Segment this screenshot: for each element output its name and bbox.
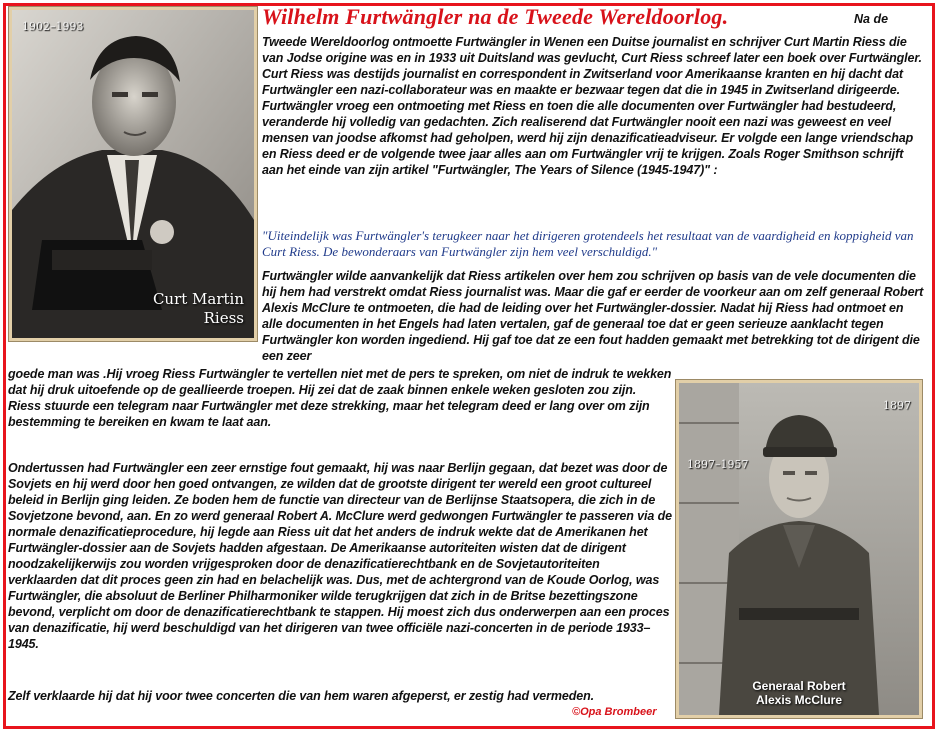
mcclure-years-label: 1897–1957	[687, 458, 749, 471]
intro-tail-text: Na de	[854, 12, 889, 26]
smithson-quote: "Uiteindelijk was Furtwängler's terugkeer naar het dirigeren grotendeels het resultaat van de vaardigheid en koppigheid van Curt Riess. De bewonderaars van Furtwängler zijn hem veel verschuldigd."	[262, 228, 914, 259]
mcclure-year-corner: 1897	[883, 399, 911, 412]
paragraph-1: Tweede Wereldoorlog ontmoette Furtwängler in Wenen een Duitse journalist en schrijver Curt Martin Riess die van Jodse origine was en in 1933 uit Duitsland was gevlucht, Curt Riess schreef later een boek over Furtwängler. Curt Riess was destijds journalist en correspondent in Zwitserland voor Amerikaanse kranten en hij dacht dat Furtwängler een nazi-collaborateur was en maakte er bezwaar tegen dat die in 1945 in Zwitserland dirigeerde. Furtwängler vroeg een ontmoeting met Riess en toen die alle documenten over Furtwängler had bestudeerd, veranderde hij volledig van gedachten. Zich realiserend dat Furtwängler nooit een nazi was geweest en veel mensen van joodse afkomst had geholpen, werd hij zijn denazificatieadviseur. Er volgde een lange vriendschap en Riess deed er de volgende twee jaar alles aan om Furtwängler vrij te krijgen. Zoals Roger Smithson schrijft aan het einde van zijn artikel "Furtwängler, The Years of Silence (1945-1947)" :	[262, 35, 922, 177]
paragraph-3: Ondertussen had Furtwängler een zeer ernstige fout gemaakt, hij was naar Berlijn gegaan, dat bezet was door de Sovjets en hij werd door hen goed ontvangen, ze wilden dat de grootste dirigent ter wereld een groot cultureel beleid in Berlijn ging leiden. Ze boden hem de functie van directeur van de Berlijnse Staatsopera, die zich in de Sovjetzone bevond, aan. En zo werd generaal Robert A. McClure werd gedwongen Furtwängler te passeren via de normale denazificatieprocedure, hij legde aan Riess uit dat het anders de indruk wekte dat de Amerikanen het Furtwängler-dossier aan de Sovjets hadden afgestaan. De Amerikaanse autoriteiten wisten dat de dirigent noodzakelijkerwijs zou worden vrijgesproken door de denazificatierechtbank en de Sovjetautoriteiten verklaarden dat dit proces geen zin had en belachelijk was. Dus, met de achtergrond van de Koude Oorlog, was Furtwängler, die absoluut de Berliner Philharmoniker wilde terugkrijgen dat zich in de Britse bezettingszone bevond, verplicht om door de denazificatierechtbank te stappen. Hij moest zich dus onderwerpen aan een proces van denazificatie, hij werd beschuldigd van het dirigeren van twee officiële nazi-concerten in de periode 1933–1945.	[8, 461, 672, 651]
riess-caption-line2: Riess	[203, 309, 244, 327]
riess-caption	[153, 290, 244, 328]
mcclure-caption-line2: Alexis McClure	[755, 693, 843, 707]
page-title: Wilhelm Furtwängler na de Tweede Wereldoorlog.	[262, 4, 729, 29]
photo-mcclure	[676, 380, 922, 718]
riess-years-label: 1902–1993	[22, 20, 84, 33]
portrait-riess-image	[12, 10, 254, 338]
paragraph-2b: goede man was .Hij vroeg Riess Furtwängler te vertellen niet met de pers te spreken, om niet de indruk te wekken dat hij druk uitoefende op de geallieerde troepen. Hij zei dat de zaak binnen enkele weken gesloten zou zijn. Riess stuurde een telegram naar Furtwängler met deze strekking, maar het telegram deed er lang over om zijn bestemming te bereiken en kwam te laat aan.	[8, 367, 672, 429]
paragraph-4: Zelf verklaarde hij dat hij voor twee concerten die van hem waren afgeperst, er zestig had vermeden.	[8, 689, 595, 703]
photo-curt-riess	[9, 7, 257, 341]
mcclure-caption-line1: Generaal Robert	[752, 679, 846, 693]
signature: ©Opa Brombeer	[572, 706, 657, 718]
riess-caption-line1: Curt Martin	[152, 290, 244, 308]
portrait-mcclure-image	[679, 383, 919, 715]
mcclure-caption	[679, 679, 919, 707]
paragraph-2a: Furtwängler wilde aanvankelijk dat Riess artikelen over hem zou schrijven op basis van de vele documenten die hij hem had verstrekt omdat Riess journalist was. Maar die gaf er eerder de voorkeur aan om zelf generaal Robert Alexis McClure te ontmoeten, die had de leiding over het Furtwängler-dossier. Nadat hij Riess had ontmoet en alle documenten in het Engels had laten vertalen, gaf de generaal toe dat er geen serieuze aanklacht tegen Furtwängler kon worden ingediend. Hij gaf toe dat ze een fout hadden gemaakt met betrekking tot de dirigent die een zeer	[262, 269, 924, 363]
